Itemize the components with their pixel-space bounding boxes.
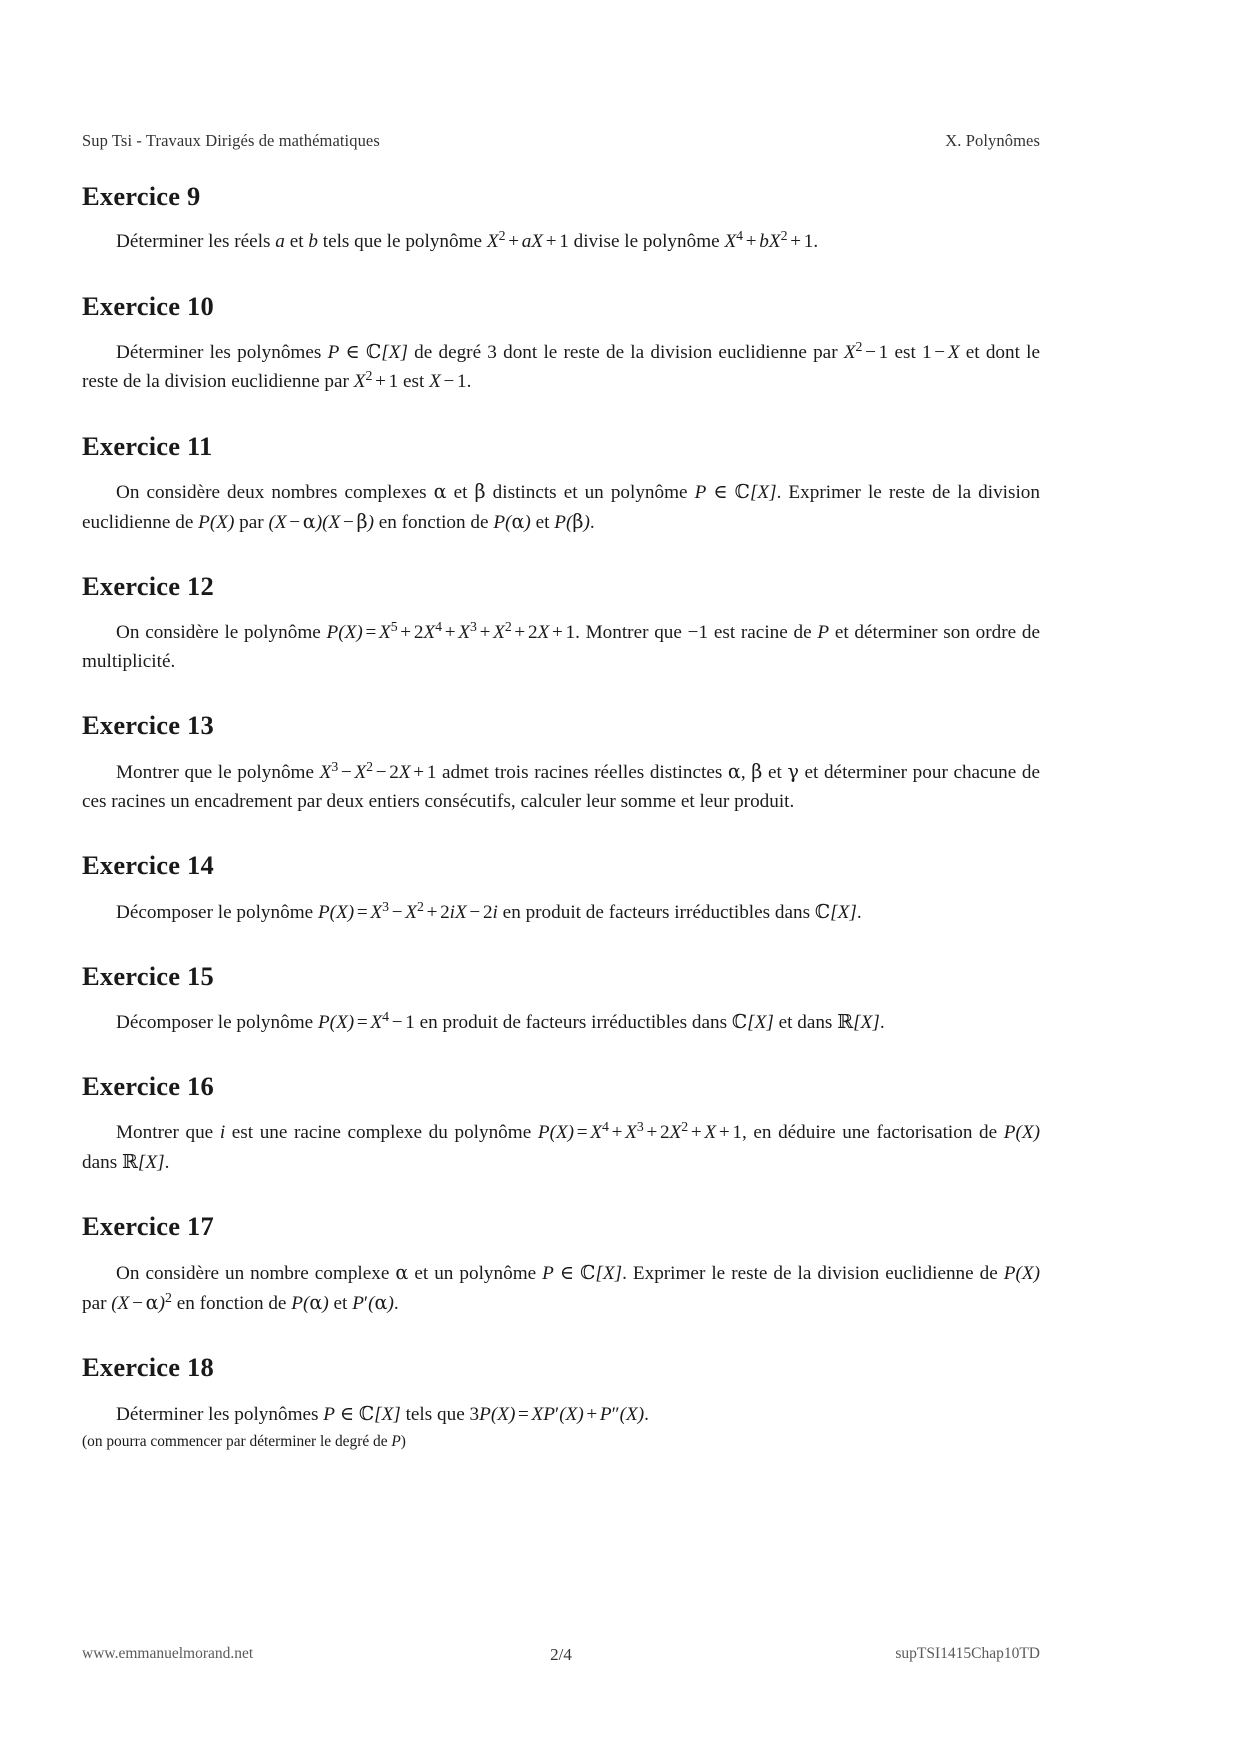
- exercise-body-13: Montrer que le polynôme $X^3 - X^2 - 2X + 1$ admet trois racines réelles distinctes α, β et γ et déterminer pour chacune de ces racines un encadrement par deux entiers consécutifs, calculer leur somme et leur produit.: [82, 758, 1041, 812]
- exercise-block-18: [82, 1352, 1040, 1452]
- exercise-title-12: Exercice 12: [82, 571, 214, 602]
- exercise-title-16: Exercice 16: [82, 1071, 214, 1102]
- exercise-title-18: Exercice 18: [82, 1352, 214, 1383]
- footer-document-code: supTSI1415Chap10TD: [895, 1645, 1040, 1662]
- exercise-title-10: Exercice 10: [82, 290, 214, 321]
- exercise-title-11: Exercice 11: [82, 430, 213, 461]
- exercise-note-18: (on pourra commencer par déterminer le degré de P): [82, 1432, 406, 1450]
- exercise-block-16: [82, 1071, 1040, 1177]
- exercise-body-12: On considère le polynôme $P(X) = X^5 + 2X^4 + X^3 + X^2 + 2X + 1$. Montrer que −1 est racine de P et déterminer son ordre de multiplicité.: [82, 618, 1040, 672]
- exercise-body-18: Déterminer les polynômes P ∈ ℂ[X] tels que 3P(X) = XP′(X) + P″(X).: [116, 1401, 649, 1425]
- exercise-body-15: Décomposer le polynôme $P(X) = X^4 - 1$ en produit de facteurs irréductibles dans ℂ[X] et dans ℝ[X].: [116, 1008, 885, 1034]
- exercise-title-15: Exercice 15: [82, 960, 214, 991]
- exercise-block-13: [82, 710, 1040, 816]
- exercise-title-13: Exercice 13: [82, 710, 214, 741]
- exercise-body-14: Décomposer le polynôme $P(X) = X^3 - X^2 + 2iX - 2i$ en produit de facteurs irréductibles dans ℂ[X].: [116, 898, 862, 923]
- footer-page-number: 2/4: [550, 1645, 572, 1664]
- running-head-right: X. Polynômes: [945, 131, 1040, 150]
- footer-website: www.emmanuelmorand.net: [82, 1645, 254, 1662]
- exercise-title-9: Exercice 9: [82, 181, 201, 211]
- exercise-block-9: [82, 181, 1040, 257]
- exercise-title-17: Exercice 17: [82, 1211, 214, 1242]
- exercise-body-11: On considère deux nombres complexes α et β distincts et un polynôme P ∈ ℂ[X]. Exprimer le reste de la division euclidienne de P(X) par (X − α)(X − β) en fonction de P(α) et P(β).: [82, 479, 1040, 534]
- exercise-block-17: [82, 1211, 1040, 1318]
- exercise-block-11: [82, 431, 1040, 538]
- exercise-body-10: Déterminer les polynômes P ∈ ℂ[X] de degré 3 dont le reste de la division euclidienne par $X^2 - 1$ est 1 − X et dont le reste de la division euclidienne par $X^2 + 1$ est X − 1.: [82, 338, 1041, 393]
- page-content: [82, 0, 1040, 1452]
- exercise-block-15: [82, 961, 1040, 1038]
- exercise-block-10: [82, 291, 1040, 397]
- page-footer: [82, 1645, 1040, 1663]
- exercise-body-9: Déterminer les réels a et b tels que le polynôme $X^2$ + aX + 1 divise le polynôme $X^4 + bX^2 + 1$.: [116, 228, 819, 253]
- exercise-block-14: [82, 850, 1040, 927]
- exercise-body-16: Montrer que i est une racine complexe du polynôme $P(X) = X^4 + X^3 + 2X^2 + X + 1$, en déduire une factorisation de P(X) dans ℝ[X].: [82, 1118, 1040, 1173]
- exercise-title-14: Exercice 14: [82, 850, 214, 881]
- exercise-body-17: On considère un nombre complexe α et un polynôme P ∈ ℂ[X]. Exprimer le reste de la division euclidienne de P(X) par $(X - \alpha)^2$ en fonction de P(α) et P′(α).: [82, 1260, 1041, 1314]
- running-head: [82, 0, 1040, 151]
- running-head-left: Sup Tsi - Travaux Dirigés de mathématiques: [82, 131, 380, 150]
- exercise-block-12: [82, 571, 1040, 676]
